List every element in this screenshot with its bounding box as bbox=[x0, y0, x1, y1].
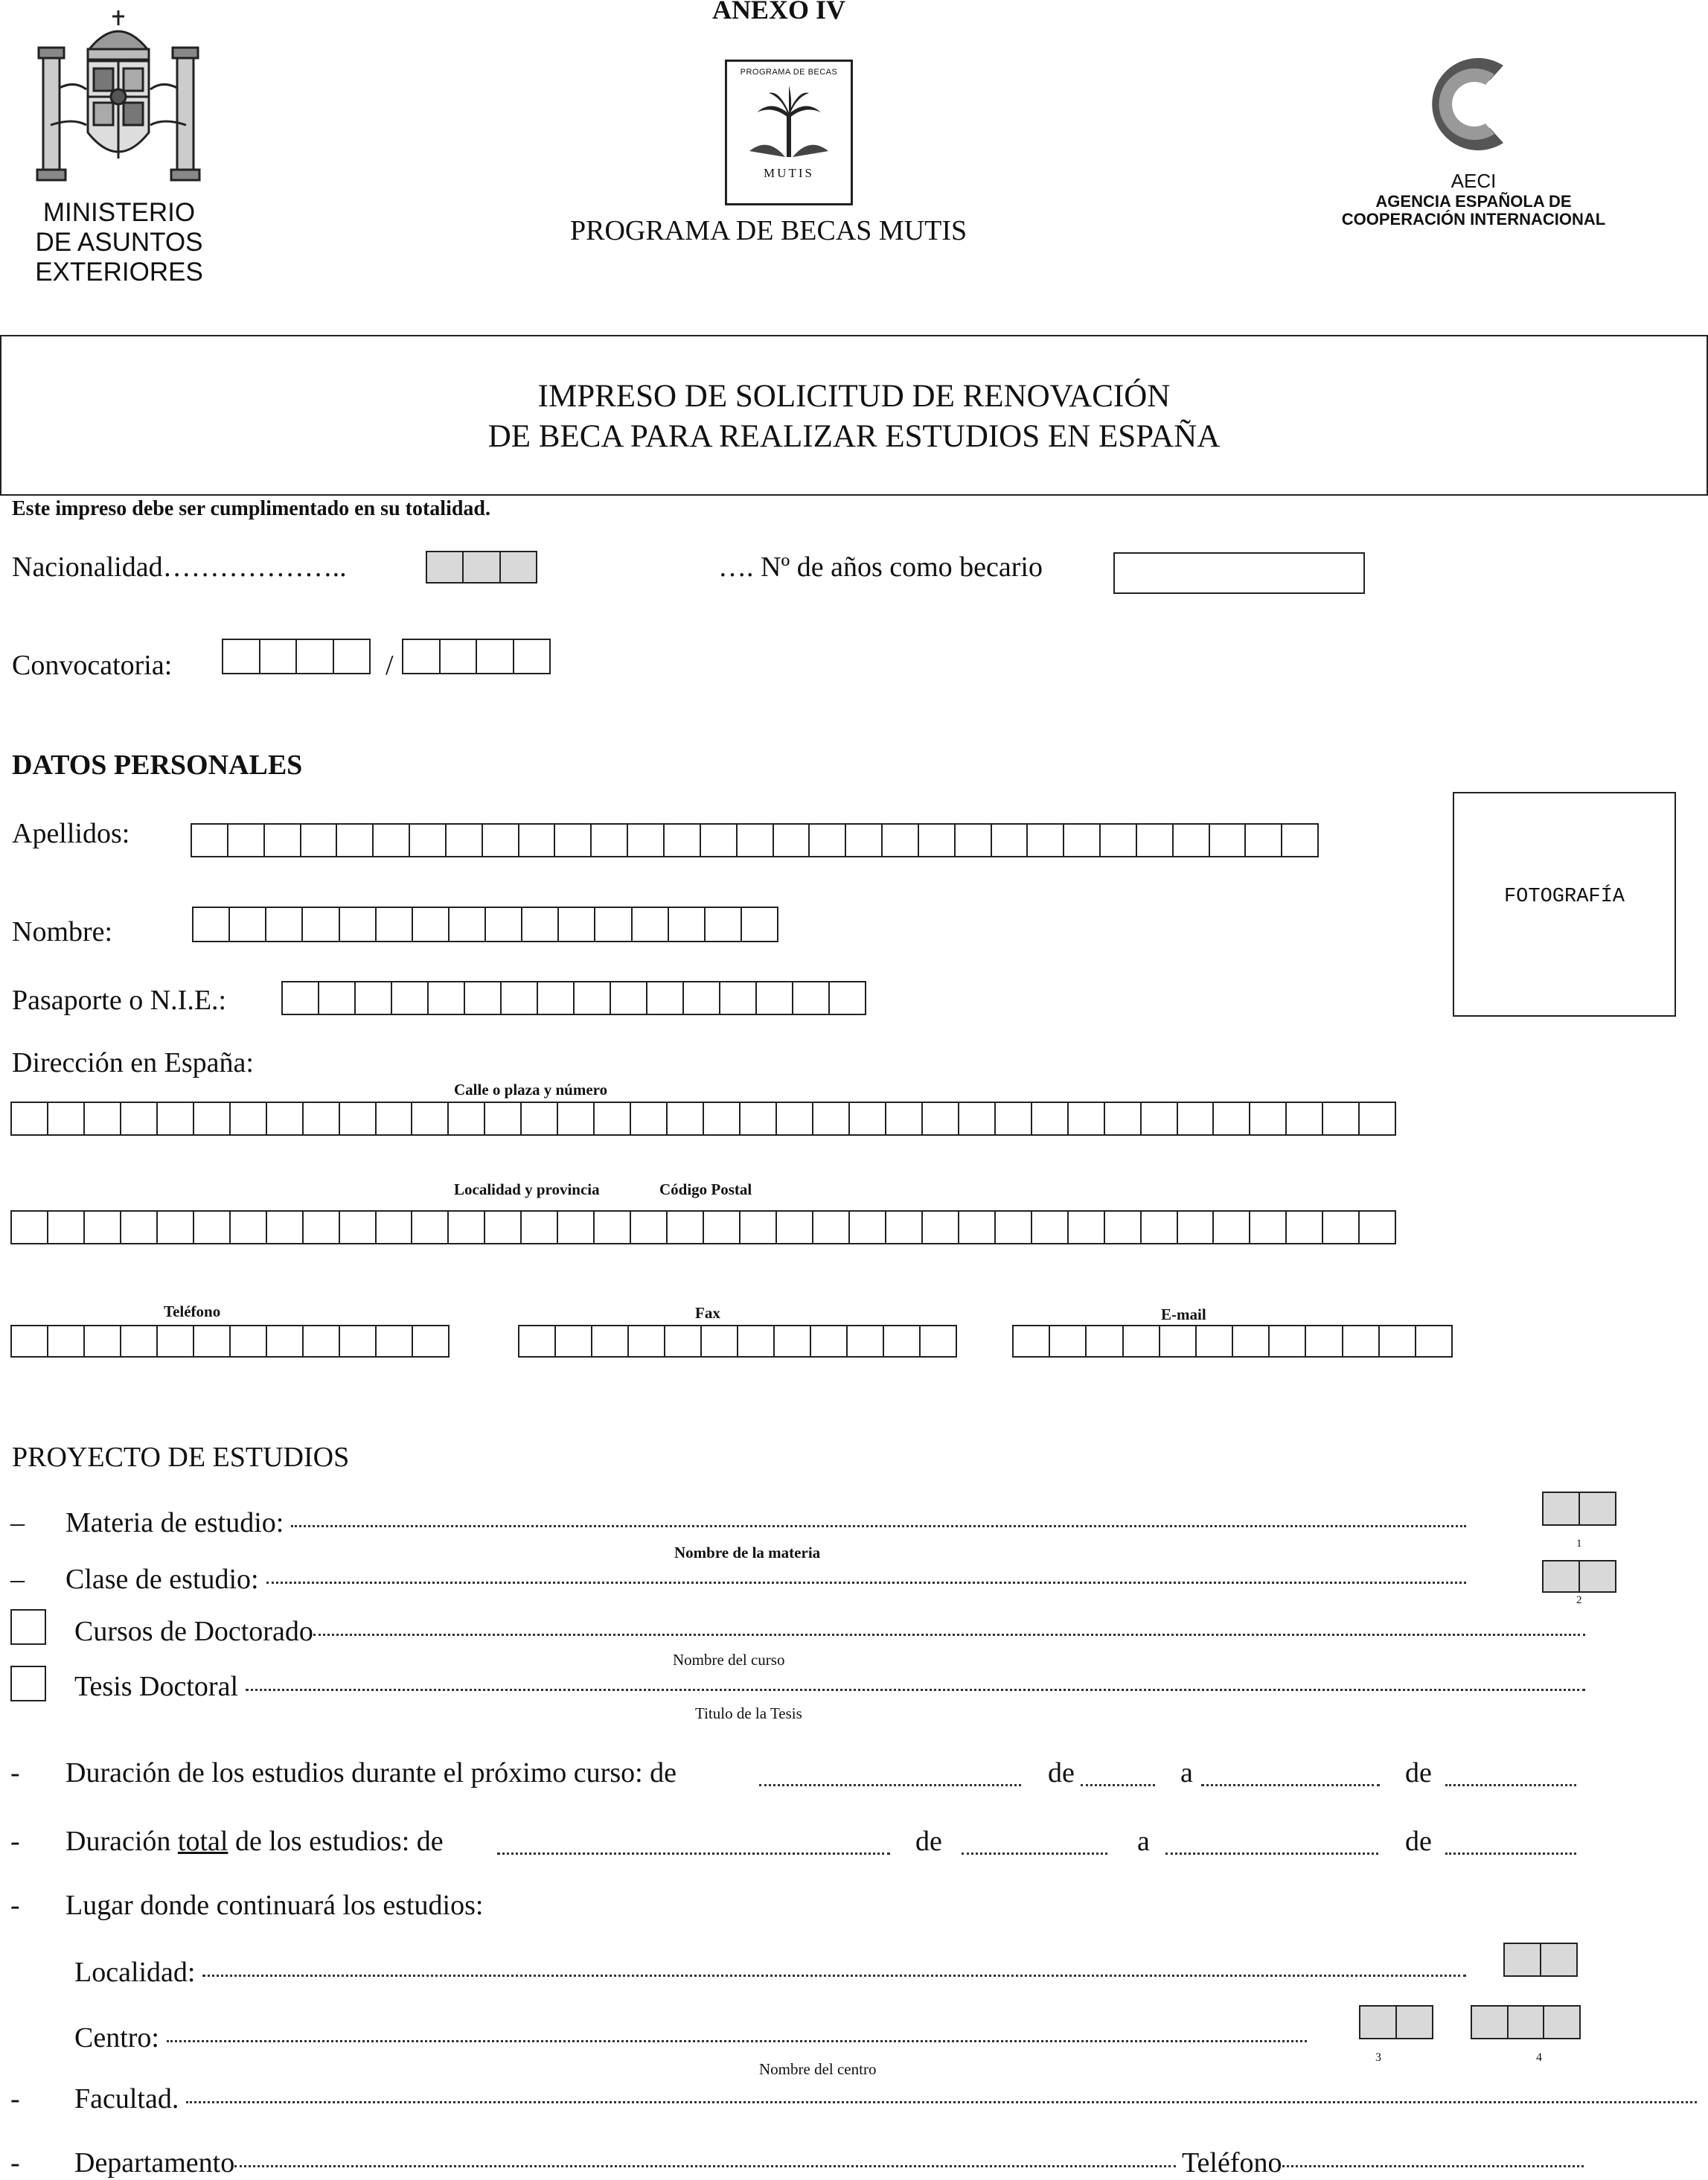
facultad-label: Facultad. bbox=[74, 2083, 179, 2115]
materia-field[interactable] bbox=[291, 1525, 1466, 1527]
convocatoria-slash: / bbox=[386, 650, 394, 681]
clase-dash: – bbox=[10, 1564, 25, 1595]
tesis-doctoral-checkbox[interactable] bbox=[10, 1666, 46, 1701]
duracion-total-from-month[interactable] bbox=[962, 1852, 1107, 1855]
telefono-caption: Teléfono bbox=[164, 1302, 221, 1320]
localidad-boxes[interactable] bbox=[10, 1210, 1396, 1244]
form-title-box bbox=[0, 335, 1708, 496]
email-caption: E-mail bbox=[1161, 1305, 1206, 1323]
cursos-row bbox=[74, 1615, 1585, 1648]
duracion-total-de-1: de bbox=[915, 1826, 942, 1857]
fax-caption: Fax bbox=[695, 1304, 720, 1322]
duracion-total-a: a bbox=[1137, 1826, 1150, 1857]
years-label: …. Nº de años como becario bbox=[718, 552, 1043, 583]
fax-boxes[interactable] bbox=[518, 1325, 957, 1358]
direccion-label: Dirección en España: bbox=[12, 1047, 254, 1078]
cursos-label: Cursos de Doctorado bbox=[74, 1616, 313, 1647]
centro-field[interactable] bbox=[167, 2040, 1307, 2042]
clase-label: Clase de estudio: bbox=[65, 1564, 259, 1595]
tesis-caption: Titulo de la Tesis bbox=[695, 1704, 802, 1722]
instruction-text: Este impreso debe ser cumplimentado en su totalidad. bbox=[12, 497, 490, 520]
departamento-dash: - bbox=[10, 2147, 20, 2179]
duracion-proximo-label: Duración de los estudios durante el próximo curso: de bbox=[65, 1757, 677, 1789]
duracion-proximo-to-day[interactable] bbox=[1201, 1783, 1380, 1786]
duracion-proximo-de-1: de bbox=[1048, 1757, 1075, 1789]
lugar-dash: - bbox=[10, 1890, 20, 1921]
personal-data-heading: DATOS PERSONALES bbox=[12, 749, 303, 781]
materia-caption: Nombre de la materia bbox=[674, 1544, 821, 1562]
duracion-total-de-2: de bbox=[1405, 1826, 1432, 1857]
departamento-telefono-row bbox=[1182, 2147, 1584, 2179]
departamento-row bbox=[74, 2147, 1176, 2179]
duracion-total-to-day[interactable] bbox=[1165, 1852, 1378, 1855]
departamento-label: Departamento bbox=[74, 2147, 235, 2179]
localidad-row bbox=[74, 1956, 1466, 1989]
convocatoria-year-end[interactable] bbox=[402, 639, 551, 674]
centro-code-boxes-4[interactable] bbox=[1471, 2005, 1581, 2039]
cursos-field[interactable] bbox=[313, 1634, 1585, 1636]
agency-name-line-1: AGENCIA ESPAÑOLA DE bbox=[1375, 192, 1572, 211]
ministry-line-1: MINISTERIO bbox=[42, 198, 196, 227]
convocatoria-label: Convocatoria: bbox=[12, 650, 173, 681]
duracion-proximo-from-month[interactable] bbox=[1081, 1783, 1155, 1786]
cursos-doctorado-checkbox[interactable] bbox=[10, 1609, 46, 1645]
code-1: 1 bbox=[1576, 1538, 1582, 1550]
nationality-label: Nacionalidad……………….. bbox=[12, 552, 347, 583]
code-2: 2 bbox=[1576, 1594, 1582, 1606]
clase-code-boxes[interactable] bbox=[1542, 1560, 1616, 1593]
nombre-boxes[interactable] bbox=[192, 907, 778, 942]
email-boxes[interactable] bbox=[1012, 1325, 1453, 1358]
calle-boxes[interactable] bbox=[10, 1102, 1396, 1136]
facultad-field[interactable] bbox=[186, 2101, 1697, 2103]
localidad-field[interactable] bbox=[202, 1975, 1466, 1977]
ministry-line-2: DE ASUNTOS bbox=[35, 228, 203, 257]
duracion-proximo-de-2: de bbox=[1405, 1757, 1432, 1789]
duracion-proximo-to-month[interactable] bbox=[1445, 1783, 1576, 1786]
logo-bottom-text: MUTIS bbox=[764, 166, 814, 180]
nationality-code-boxes[interactable] bbox=[426, 551, 537, 584]
code-4: 4 bbox=[1536, 2051, 1542, 2064]
tesis-label: Tesis Doctoral bbox=[74, 1671, 239, 1702]
clase-row bbox=[10, 1563, 1466, 1596]
aeci-logo bbox=[1407, 45, 1526, 164]
facultad-row bbox=[74, 2082, 1697, 2115]
cursos-caption: Nombre del curso bbox=[673, 1651, 785, 1669]
apellidos-boxes[interactable] bbox=[191, 823, 1319, 857]
localidad-provincia-caption: Localidad y provincia bbox=[454, 1180, 600, 1198]
duracion-proximo-dash: - bbox=[10, 1757, 20, 1789]
years-as-scholar-field[interactable] bbox=[1113, 552, 1365, 594]
project-heading: PROYECTO DE ESTUDIOS bbox=[12, 1442, 350, 1473]
centro-code-boxes-3[interactable] bbox=[1359, 2005, 1433, 2039]
program-title: PROGRAMA DE BECAS MUTIS bbox=[570, 215, 967, 246]
departamento-telefono-label: Teléfono bbox=[1182, 2147, 1282, 2179]
pasaporte-label: Pasaporte o N.I.E.: bbox=[12, 985, 227, 1016]
ministry-line-3: EXTERIORES bbox=[35, 258, 203, 287]
duracion-proximo-from-day[interactable] bbox=[759, 1783, 1021, 1786]
duracion-total-to-month[interactable] bbox=[1445, 1852, 1576, 1855]
apellidos-label: Apellidos: bbox=[12, 818, 130, 849]
materia-code-boxes[interactable] bbox=[1542, 1492, 1616, 1526]
coat-of-arms-emblem bbox=[21, 6, 216, 189]
agency-abbreviation: AECI bbox=[1450, 170, 1497, 192]
agency-name-line-2: COOPERACIÓN INTERNACIONAL bbox=[1341, 210, 1606, 228]
annex-label: ANEXO IV bbox=[712, 0, 846, 25]
telefono-boxes[interactable] bbox=[10, 1325, 450, 1358]
pasaporte-boxes[interactable] bbox=[281, 981, 866, 1015]
codigo-postal-caption: Código Postal bbox=[659, 1180, 752, 1198]
lugar-label: Lugar donde continuará los estudios: bbox=[65, 1890, 484, 1921]
duracion-proximo-a: a bbox=[1180, 1757, 1193, 1789]
tesis-row bbox=[74, 1670, 1585, 1703]
form-title-line-2: DE BECA PARA REALIZAR ESTUDIOS EN ESPAÑA bbox=[487, 419, 1221, 454]
materia-label: Materia de estudio: bbox=[65, 1507, 284, 1538]
departamento-field[interactable] bbox=[234, 2165, 1176, 2167]
departamento-telefono-field[interactable] bbox=[1282, 2165, 1584, 2167]
materia-dash: – bbox=[10, 1507, 25, 1538]
localidad-code-boxes[interactable] bbox=[1503, 1943, 1578, 1977]
nombre-label: Nombre: bbox=[12, 916, 113, 947]
duracion-total-from-day[interactable] bbox=[497, 1852, 890, 1855]
clase-field[interactable] bbox=[266, 1582, 1466, 1584]
tesis-field[interactable] bbox=[246, 1689, 1585, 1691]
centro-row bbox=[74, 2021, 1307, 2054]
photo-label: FOTOGRAFÍA bbox=[1503, 886, 1625, 908]
code-3: 3 bbox=[1375, 2051, 1381, 2064]
convocatoria-year-start[interactable] bbox=[222, 639, 371, 674]
duracion-total-dash: - bbox=[10, 1826, 20, 1857]
localidad-label: Localidad: bbox=[74, 1957, 196, 1988]
facultad-dash: - bbox=[10, 2083, 20, 2115]
form-title-line-1: IMPRESO DE SOLICITUD DE RENOVACIÓN bbox=[537, 379, 1171, 414]
logo-top-text: PROGRAMA DE BECAS bbox=[740, 68, 838, 77]
palm-icon bbox=[727, 77, 851, 166]
mutis-program-logo bbox=[725, 60, 853, 205]
materia-row bbox=[10, 1506, 1466, 1539]
photo-box bbox=[1453, 792, 1676, 1017]
centro-label: Centro: bbox=[74, 2022, 159, 2053]
centro-caption: Nombre del centro bbox=[759, 2060, 877, 2078]
duracion-total-label: Duración total de los estudios: de bbox=[65, 1826, 444, 1857]
calle-caption: Calle o plaza y número bbox=[454, 1081, 608, 1099]
